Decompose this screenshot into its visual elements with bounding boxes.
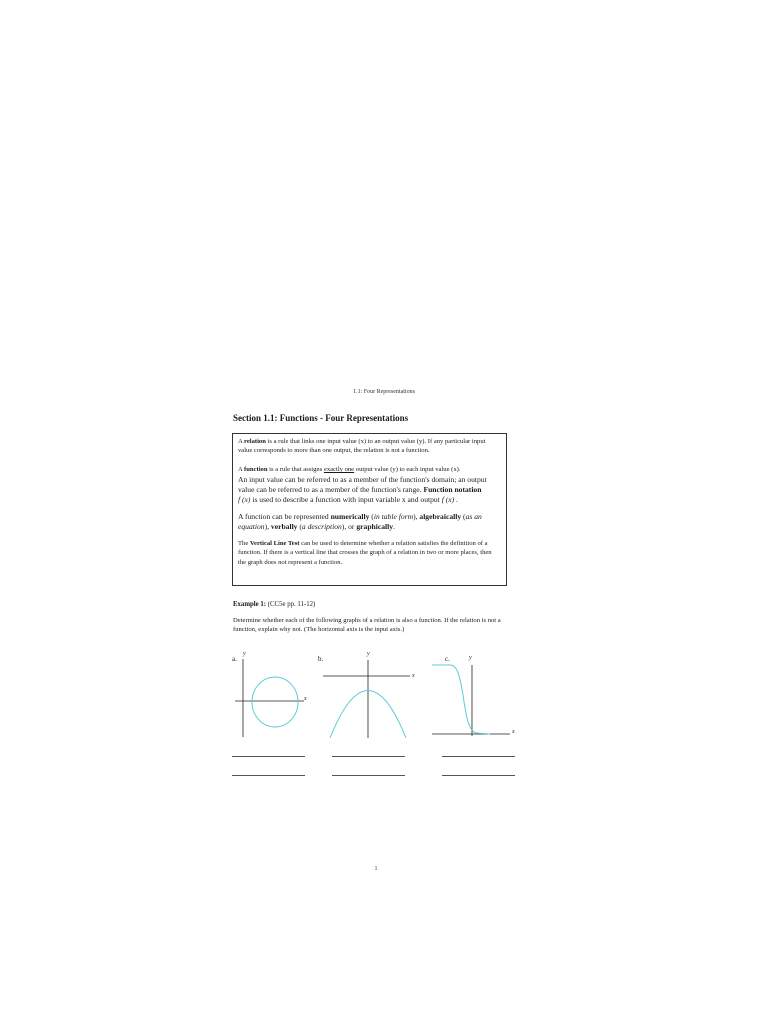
graph-c-svg: [430, 660, 515, 740]
function-definition: A function is a rule that assigns exactly one output value (y) to each input value (x). An input value can be referred to as a member of the function's domain; an output value can be referred to as a member of the function's range. Function notation f (x) is used to describe a function with input variable x and output f (x) .: [238, 466, 487, 505]
graph-b-label: b.: [318, 655, 324, 663]
answer-line-a-1[interactable]: [232, 756, 305, 757]
exactly-one-underlined: exactly one: [323, 466, 355, 474]
example-title: Example 1: (CC5e pp. 11-12): [233, 601, 316, 608]
answer-line-b-2[interactable]: [332, 775, 405, 776]
representations-paragraph: A function can be represented numerically (in table form), algebraically (as an equation), verbally (a description), or graphically.: [238, 512, 482, 532]
graph-a-circle: [252, 677, 298, 727]
graph-b-svg: [318, 655, 418, 740]
graph-c-x-label: x: [512, 729, 515, 735]
page-number: 1: [374, 866, 378, 872]
section-title: Section 1.1: Functions - Four Representations: [233, 413, 409, 423]
term-relation: relation: [244, 438, 266, 445]
function-notation-fx: f (x): [238, 495, 251, 505]
graph-a-label: a.: [232, 655, 237, 663]
graph-a-svg: [230, 655, 320, 740]
graph-a-x-label: x: [304, 696, 307, 702]
graph-c-label: c.: [445, 655, 450, 663]
graph-b-x-label: x: [412, 673, 415, 679]
running-header: 1.1: Four Representations: [353, 389, 415, 395]
graph-c: [430, 660, 515, 740]
term-function-notation: Function notation: [423, 484, 482, 494]
answer-line-a-2[interactable]: [232, 775, 305, 776]
graph-c-y-label: y: [469, 655, 472, 661]
definitions-box: [232, 433, 507, 586]
example-instructions: Determine whether each of the following graphs of a relation is also a function. If the relation is not a function, explain why not. (The horizontal axis is the input axis.): [233, 617, 501, 633]
term-function: function: [244, 466, 268, 474]
graph-a-y-label: y: [243, 651, 246, 657]
term-vertical-line-test: Vertical Line Test: [249, 540, 300, 548]
relation-definition: A relation is a rule that links one input value (x) to an output value (y). If any particular input value corresponds to more than one output, the relation is not a function.: [238, 438, 486, 455]
answer-line-b-1[interactable]: [332, 756, 405, 757]
graph-b: [318, 655, 418, 740]
vertical-line-test-definition: The Vertical Line Test can be used to determine whether a relation satisfies the definition of a function. If there is a vertical line that crosses the graph of a relation in two or more places, then the graph does not represent a function.: [238, 540, 492, 566]
graph-c-curve: [432, 665, 490, 734]
answer-line-c-1[interactable]: [442, 756, 515, 757]
graph-b-y-label: y: [367, 651, 370, 657]
graph-a: [230, 655, 320, 740]
answer-line-c-2[interactable]: [442, 775, 515, 776]
